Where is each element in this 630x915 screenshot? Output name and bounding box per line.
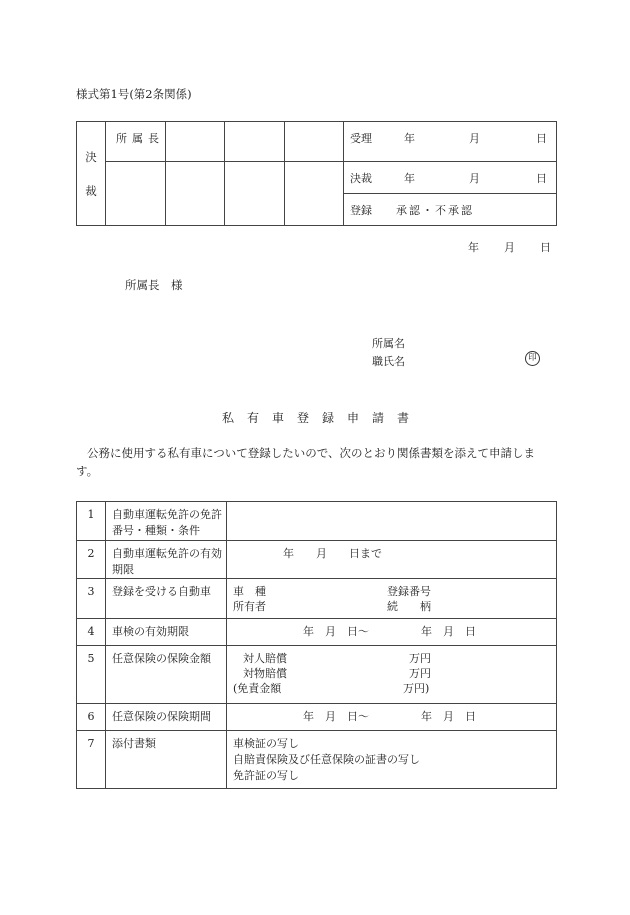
registration-label: 登録	[350, 203, 372, 217]
owner-label: 所有者	[233, 600, 266, 613]
table-row	[77, 541, 557, 579]
decided-day: 日	[536, 171, 547, 185]
license-expiry-field[interactable]	[227, 541, 557, 579]
row-label: 車検の有効期限	[106, 619, 227, 646]
table-row	[77, 731, 557, 789]
decided-cell	[344, 162, 557, 194]
seal-mark: 印	[525, 351, 540, 366]
insurance-period-to: 年 月 日	[421, 710, 476, 723]
decided-label: 決裁	[350, 171, 372, 185]
row-number: 6	[77, 704, 106, 731]
received-year: 年	[404, 131, 415, 145]
stamp-cell	[225, 162, 285, 226]
row-number: 1	[77, 502, 106, 541]
inspection-expiry-field[interactable]	[227, 619, 557, 646]
received-day: 日	[536, 131, 547, 145]
table-row	[77, 704, 557, 731]
addressee: 所属長 様	[125, 278, 183, 292]
attachment-item: 自賠責保険及び任意保険の証書の写し	[233, 753, 420, 766]
row-label: 任意保険の保険金額	[106, 646, 227, 704]
license-expiry-value: 年 月 日まで	[283, 547, 382, 560]
application-table	[76, 501, 557, 789]
name-label: 職氏名	[372, 355, 405, 368]
date-day: 日	[540, 241, 551, 254]
approval-table	[76, 121, 557, 226]
table-row	[77, 646, 557, 704]
body-text: 公務に使用する私有車について登録したいので、次のとおり関係書類を添えて申請します。	[76, 446, 536, 478]
row-label: 添付書類	[106, 731, 227, 789]
personal-liability-label: 対人賠償	[243, 652, 287, 665]
table-row	[77, 619, 557, 646]
row-label: 登録を受ける自動車	[106, 579, 227, 619]
approval-options: 承認・不承認	[396, 203, 474, 217]
affiliation-label: 所属名	[372, 337, 405, 350]
decided-month: 月	[469, 171, 480, 185]
row-label: 任意保険の保険期間	[106, 704, 227, 731]
row-number: 2	[77, 541, 106, 579]
stamp-cell	[166, 122, 225, 162]
personal-liability-unit: 万円	[409, 652, 431, 665]
attachment-item: 車検証の写し	[233, 737, 299, 750]
stamp-cell	[285, 162, 344, 226]
decision-cell	[77, 122, 106, 226]
head-label: 所属長	[106, 122, 166, 162]
received-label: 受理	[350, 131, 372, 145]
property-liability-label: 対物賠償	[243, 667, 287, 680]
car-type-label: 車 種	[233, 585, 266, 598]
received-month: 月	[469, 131, 480, 145]
row-number: 7	[77, 731, 106, 789]
registration-number-label: 登録番号	[387, 585, 431, 598]
stamp-cell	[285, 122, 344, 162]
insurance-period-field[interactable]	[227, 704, 557, 731]
relation-label: 続 柄	[387, 600, 431, 613]
date-month: 月	[504, 241, 515, 254]
row-number: 4	[77, 619, 106, 646]
insurance-amount-field[interactable]	[227, 646, 557, 704]
date-year: 年	[468, 241, 479, 254]
attachments-field	[227, 731, 557, 789]
property-liability-unit: 万円	[409, 667, 431, 680]
inspection-from: 年 月 日～	[303, 625, 369, 638]
insurance-period-from: 年 月 日～	[303, 710, 369, 723]
row-label: 自動車運転免許の免許番号・種類・条件	[106, 502, 227, 541]
row-number: 5	[77, 646, 106, 704]
decided-year: 年	[404, 171, 415, 185]
row-label: 自動車運転免許の有効期限	[106, 541, 227, 579]
form-code: 様式第1号(第2条関係)	[76, 87, 192, 101]
page-title: 私有車登録申請書	[222, 411, 423, 425]
stamp-cell	[166, 162, 225, 226]
deductible-label: (免責金額	[233, 682, 282, 695]
inspection-to: 年 月 日	[421, 625, 476, 638]
license-number-field[interactable]	[227, 502, 557, 541]
decision-char-1: 決	[85, 149, 97, 164]
vehicle-field[interactable]	[227, 579, 557, 619]
stamp-cell	[225, 122, 285, 162]
registration-cell	[344, 194, 557, 226]
stamp-cell	[106, 162, 166, 226]
received-cell	[344, 122, 557, 162]
row-number: 3	[77, 579, 106, 619]
attachment-item: 免許証の写し	[233, 769, 299, 782]
table-row	[77, 579, 557, 619]
deductible-unit: 万円)	[403, 682, 430, 695]
decision-char-2: 裁	[85, 183, 97, 198]
table-row	[77, 502, 557, 541]
